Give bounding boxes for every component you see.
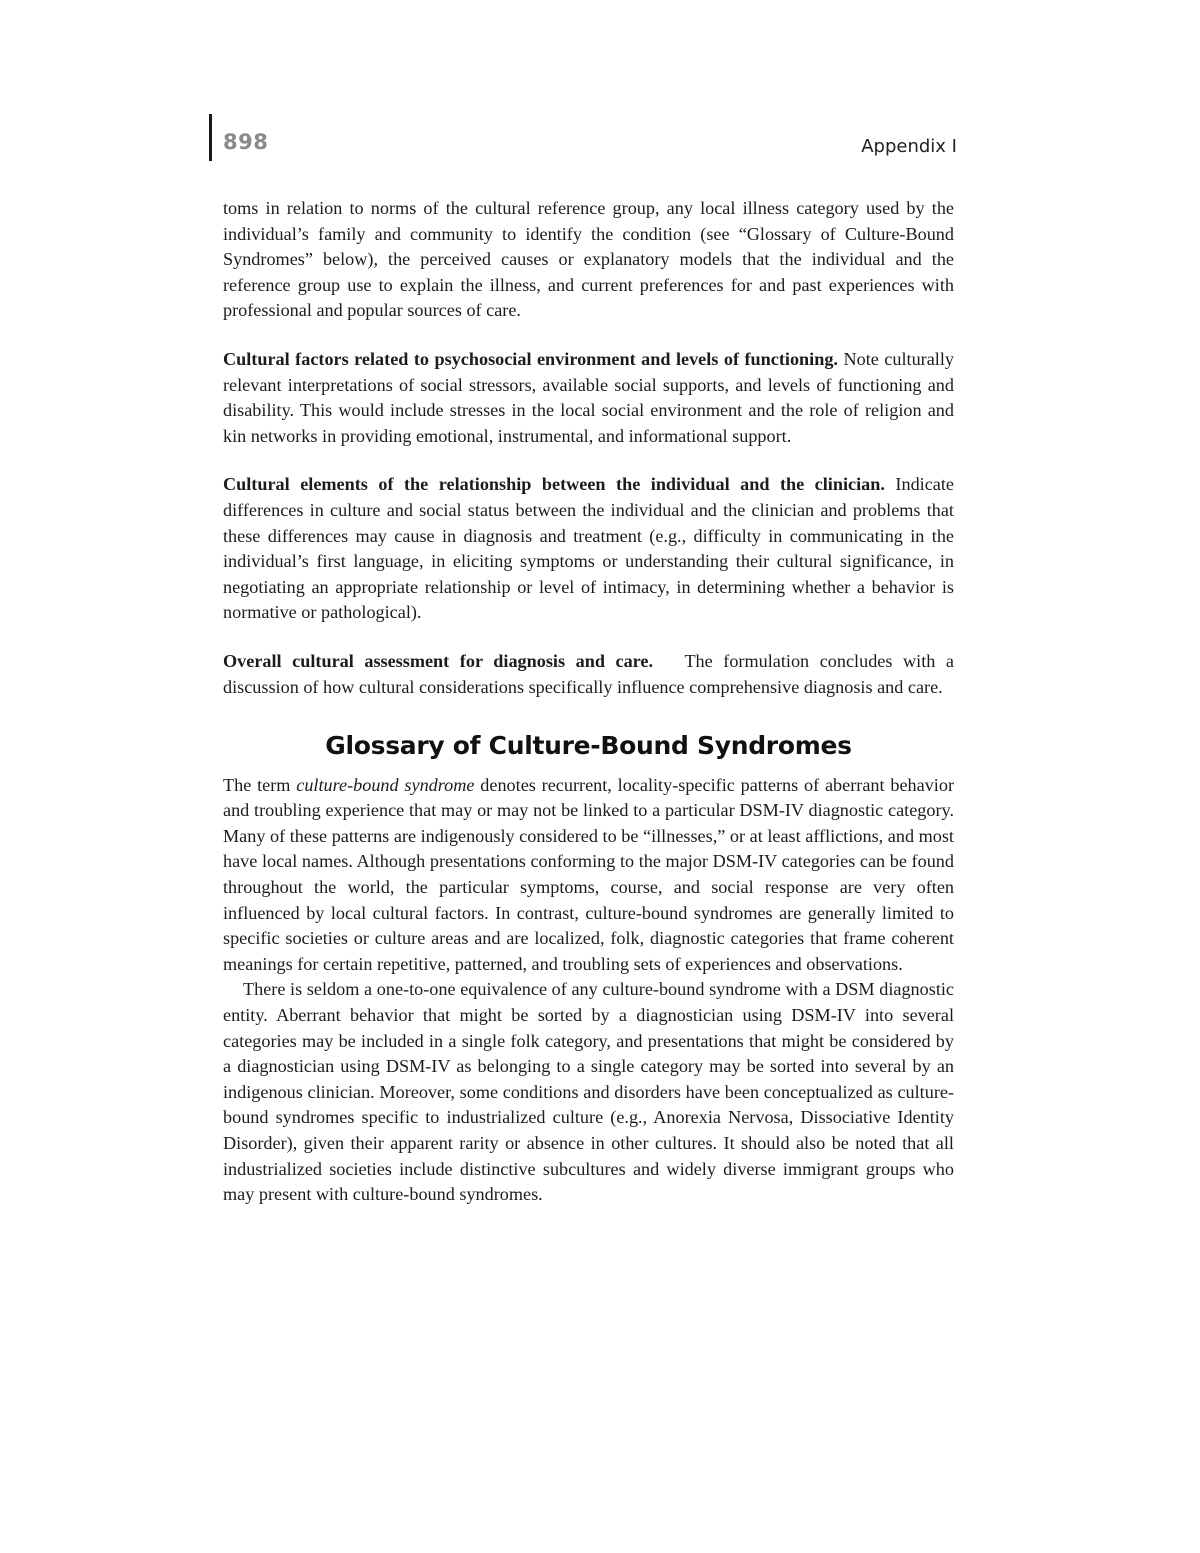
section-psychosocial-environment (223, 347, 954, 449)
section-heading: Overall cultural assessment for diagnosis and care. (223, 650, 654, 671)
page-number: 898 (223, 130, 269, 154)
paragraph-text: The term (223, 774, 297, 795)
paragraph-text: Note culturally relevant interpretations of social stressors, available social supports, and levels of functioning and disability. This would include stresses in the local social environment and the role of religion and kin networks in providing emotional, instrumental, and informational support. (223, 348, 954, 446)
running-head: Appendix I (861, 136, 957, 157)
paragraph-text: denotes recurrent, locality-specific patterns of aberrant behavior and troubling experience that may or may not be linked to a particular DSM-IV diagnostic category. Many of these patterns are indigenously considered to be “illnesses,” or at least afflictions, and most have local names. Although presentations conforming to the major DSM-IV categories can be found throughout the world, the particular symptoms, course, and social response are very often influenced by local cultural factors. In contrast, culture-bound syndromes are generally limited to specific societies or culture areas and are localized, folk, diagnostic categories that frame coherent meanings for certain repetitive, patterned, and troubling sets of experiences and observations. (223, 774, 955, 974)
glossary-heading: Glossary of Culture-Bound Syndromes (325, 731, 852, 761)
glossary-paragraph-2 (223, 977, 954, 1207)
page-margin-bar (209, 114, 212, 161)
section-overall-assessment (223, 649, 954, 700)
glossary-paragraph-1 (223, 773, 954, 978)
paragraph-text: The formulation concludes with a discussion of how cultural considerations specifically influence comprehensive diagnosis and care. (223, 650, 954, 697)
continued-paragraph (223, 196, 954, 324)
page-body (223, 196, 954, 1208)
section-heading: Cultural elements of the relationship between the individual and the clinician. (223, 474, 885, 495)
defined-term: culture-bound syndrome (296, 774, 475, 795)
paragraph-text: Indicate differences in culture and social status between the individual and the clinician and problems that these differences may cause in diagnosis and treatment (e.g., difficulty in communicating in the individual’s first language, in eliciting symptoms or understanding their cultural significance, in negotiating an appropriate relationship or level of intimacy, in determining whether a behavior is normative or pathological). (223, 474, 954, 623)
section-heading: Cultural factors related to psychosocial environment and levels of functioning. (223, 348, 838, 369)
section-clinician-relationship (223, 472, 954, 626)
paragraph-text: There is seldom a one-to-one equivalence of any culture-bound syndrome with a DSM diagnostic entity. Aberrant behavior that might be sorted by a diagnostician using DSM-IV into several categories may be included in a single folk category, and presentations that might be considered by a diagnostician using DSM-IV as belonging to a single category may be sorted into several by an indigenous clinician. Moreover, some conditions and disorders have been conceptualized as culture-bound syndromes specific to industrialized culture (e.g., Anorexia Nervosa, Dissociative Identity Disorder), given their apparent rarity or absence in other cultures. It should also be noted that all industrialized societies include distinctive subcultures and widely diverse immigrant groups who may present with culture-bound syndromes. (223, 979, 954, 1205)
paragraph-text: toms in relation to norms of the cultural reference group, any local illness category used by the individual’s family and community to identify the condition (see “Glossary of Culture-Bound Syndromes” below), the perceived causes or explanatory models that the individual and the reference group use to explain the illness, and current preferences for and past experiences with professional and popular sources of care. (223, 198, 954, 321)
